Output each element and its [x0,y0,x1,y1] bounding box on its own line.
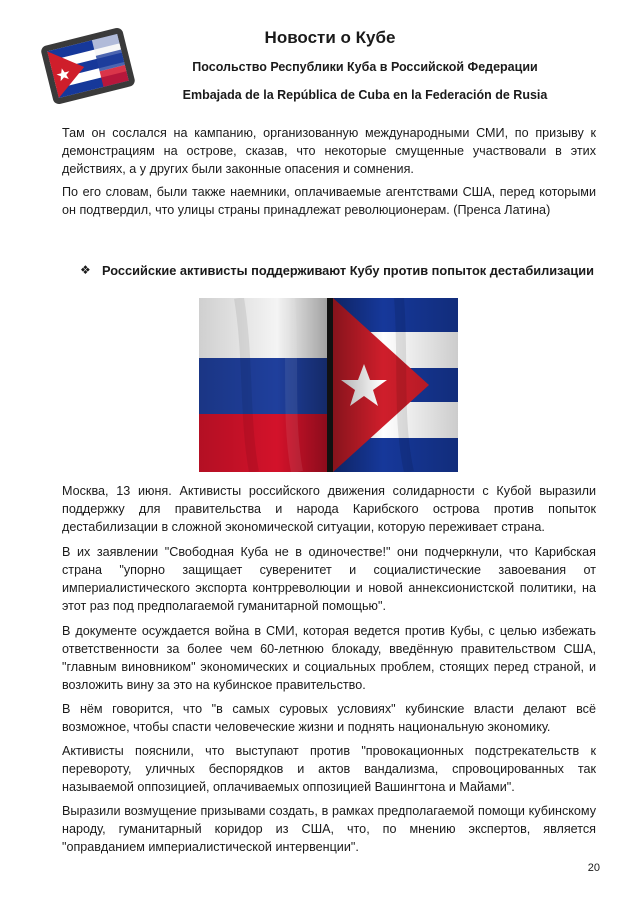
section-heading [80,262,596,280]
paragraph-3: Москва, 13 июня. Активисты российского движения солидарности с Кубой выразили поддержку для правительства и народа Карибского острова против попыток дестабилизации в сложной экономической ситуации, которую переживает страна. [62,484,596,534]
embassy-name-es: Embajada de la República de Cuba en la Federación de Rusia [182,88,548,102]
paragraph-7: Активисты пояснили, что выступают против "провокационных подстрекательств к перевороту, уличных беспорядков и актов вандализма, спровоцированных так называемой оппозицией, оплачиваемых оппозицией Вашингтона и Майами". [62,744,596,794]
diamond-bullet-icon: ❖ [80,263,91,277]
page-number: 20 [587,862,600,874]
page-title: Новости о Кубе [264,28,396,47]
section-title: Российские активисты поддерживают Кубу против попыток дестабилизации [102,263,594,278]
paragraph-2: По его словам, были также наемники, оплачиваемые агентствами США, перед которыми он подтвердил, что улицы страны принадлежат революционерам. (Пренса Латина) [62,185,596,217]
russia-cuba-flags-photo [199,298,458,472]
paragraph-5: В документе осуждается война в СМИ, которая ведется против Кубы, с целью избежать ответственности за более чем 60-летнюю блокаду, введённую правительством США, "главным виновником" экономических и социальных проблем, стоящих перед страной, и возложить вину за это на кубинское правительство. [62,624,596,692]
embassy-name-ru: Посольство Республики Куба в Российской Федерации [192,60,538,74]
paragraph-8: Выразили возмущение призывами создать, в рамках предполагаемой помощи кубинскому народу, гуманитарный коридор из США, что, по мнению экспертов, является "оправданием империалистической интервенции". [62,804,596,854]
paragraph-4: В их заявлении "Свободная Куба не в одиночестве!" они подчеркнули, что Карибская страна "упорно защищает суверенитет и социалистические завоевания от империалистического экспорта контрреволюции и новой аннексионистской политики, на этот раз под предполагаемой гуманитарной помощью". [62,545,596,613]
paragraph-6: В нём говорится, что "в самых суровых условиях" кубинские власти делают всё возможное, чтобы спасти человеческие жизни и поднять национальную экономику. [62,702,596,734]
paragraph-1: Там он сослался на кампанию, организованную международными СМИ, по призыву к демонстрациям на острове, сказав, что некоторые смущенные участвовали в этих действиях, а у других были законные опасения и сомнения. [62,126,596,176]
cuba-flag-logo-icon [40,18,136,114]
